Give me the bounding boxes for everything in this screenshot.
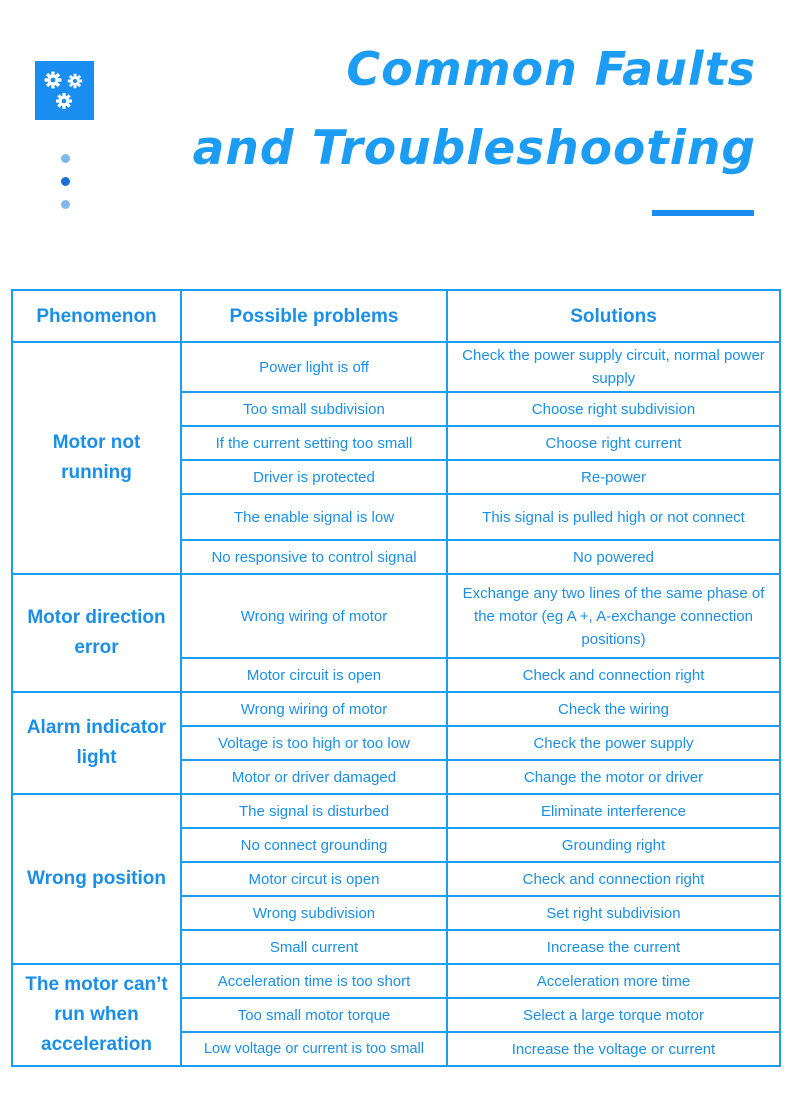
problem-cell: Too small subdivision — [181, 392, 447, 426]
table-row — [12, 342, 780, 392]
problem-cell: Wrong wiring of motor — [181, 574, 447, 658]
problem-cell: Driver is protected — [181, 460, 447, 494]
phenomenon-cell: Motor not running — [12, 342, 181, 574]
problem-cell: No connect grounding — [181, 828, 447, 862]
solution-cell: Set right subdivision — [447, 896, 780, 930]
solution-cell: Check and connection right — [447, 862, 780, 896]
problem-cell: If the current setting too small — [181, 426, 447, 460]
decor-dot-3 — [61, 200, 70, 209]
page-title-line-2: and Troubleshooting — [192, 121, 756, 176]
solution-cell: No powered — [447, 540, 780, 574]
solution-cell: This signal is pulled high or not connect — [447, 494, 780, 540]
problem-cell: Small current — [181, 930, 447, 964]
problem-cell: Wrong subdivision — [181, 896, 447, 930]
phenomenon-cell: Motor direction error — [12, 574, 181, 692]
problem-cell: Low voltage or current is too small — [181, 1032, 447, 1066]
problem-cell: Wrong wiring of motor — [181, 692, 447, 726]
table-row — [12, 964, 780, 998]
problem-cell: No responsive to control signal — [181, 540, 447, 574]
solution-cell: Acceleration more time — [447, 964, 780, 998]
solution-cell: Re-power — [447, 460, 780, 494]
solution-cell: Check the power supply circuit, normal power supply — [447, 342, 780, 392]
solution-cell: Eliminate interference — [447, 794, 780, 828]
problem-cell: Acceleration time is too short — [181, 964, 447, 998]
faults-table — [11, 289, 781, 1067]
phenomenon-cell: The motor can’t run when acceleration — [12, 964, 181, 1066]
solution-cell: Grounding right — [447, 828, 780, 862]
problem-cell: Motor or driver damaged — [181, 760, 447, 794]
problem-cell: The signal is disturbed — [181, 794, 447, 828]
header-phenomenon: Phenomenon — [12, 290, 181, 342]
solution-cell: Increase the current — [447, 930, 780, 964]
phenomenon-cell: Wrong position — [12, 794, 181, 964]
gears-icon — [35, 61, 94, 120]
solution-cell: Choose right current — [447, 426, 780, 460]
solution-cell: Choose right subdivision — [447, 392, 780, 426]
page-title-line-1: Common Faults — [346, 42, 756, 96]
header-solutions: Solutions — [447, 290, 780, 342]
decor-dot-2 — [61, 177, 70, 186]
problem-cell: Voltage is too high or too low — [181, 726, 447, 760]
problem-cell: Motor circut is open — [181, 862, 447, 896]
solution-cell: Check and connection right — [447, 658, 780, 692]
table-row — [12, 574, 780, 658]
solution-cell: Change the motor or driver — [447, 760, 780, 794]
gears-icon-box — [35, 61, 94, 120]
problem-cell: The enable signal is low — [181, 494, 447, 540]
decor-dot-1 — [61, 154, 70, 163]
problem-cell: Motor circuit is open — [181, 658, 447, 692]
solution-cell: Exchange any two lines of the same phase of the motor (eg A +, A-exchange connection positions) — [447, 574, 780, 658]
solution-cell: Select a large torque motor — [447, 998, 780, 1032]
table-header-row — [12, 290, 780, 342]
table-row — [12, 794, 780, 828]
solution-cell: Increase the voltage or current — [447, 1032, 780, 1066]
table-row — [12, 692, 780, 726]
solution-cell: Check the wiring — [447, 692, 780, 726]
title-underline — [652, 210, 754, 216]
header-possible-problems: Possible problems — [181, 290, 447, 342]
phenomenon-cell: Alarm indicator light — [12, 692, 181, 794]
problem-cell: Too small motor torque — [181, 998, 447, 1032]
problem-cell: Power light is off — [181, 342, 447, 392]
solution-cell: Check the power supply — [447, 726, 780, 760]
